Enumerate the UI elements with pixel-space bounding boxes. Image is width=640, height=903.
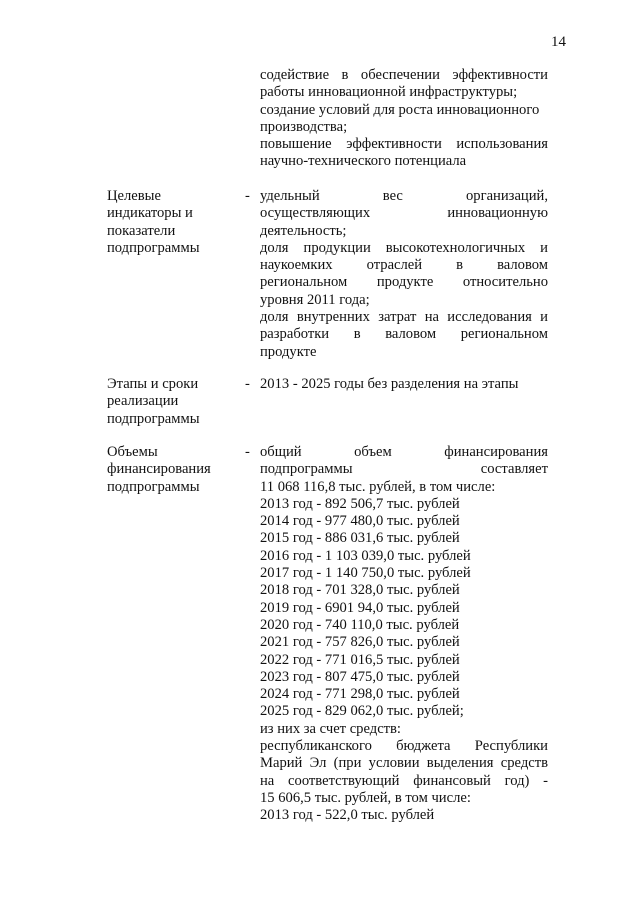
label-line: Объемы <box>107 444 158 460</box>
value-line: 2025 год - 829 062,0 тыс. рублей; <box>260 703 464 720</box>
value-line: республиканского бюджета Республики <box>260 738 548 755</box>
label-line: подпрограммы <box>107 239 200 256</box>
value-line: удельный вес организаций, <box>260 188 548 204</box>
section-label <box>107 188 237 257</box>
label-line: Этапы и сроки <box>107 376 199 392</box>
value-line: 2021 год - 757 826,0 тыс. рублей <box>260 634 460 651</box>
section-label <box>107 376 237 428</box>
value-line: 2018 год - 701 328,0 тыс. рублей <box>260 582 460 599</box>
value-line: из них за счет средств: <box>260 720 401 737</box>
section-dash: - <box>245 444 250 460</box>
value-line: 2024 год - 771 298,0 тыс. рублей <box>260 686 460 703</box>
intro-line: работы инновационной инфраструктуры; <box>260 84 518 101</box>
intro-line: производства; <box>260 118 348 135</box>
page-number: 14 <box>551 34 566 50</box>
section-value <box>260 188 548 361</box>
label-line: подпрограммы <box>107 478 200 495</box>
value-line: региональном продукте относительно <box>260 274 548 291</box>
value-line: Марий Эл (при условии выделения средств <box>260 755 548 772</box>
value-line: 2023 год - 807 475,0 тыс. рублей <box>260 668 460 685</box>
section-dash: - <box>245 188 250 204</box>
value-line: наукоемких отраслей в валовом <box>260 257 548 274</box>
value-line: 15 606,5 тыс. рублей, в том числе: <box>260 789 471 806</box>
value-line: на соответствующий финансовый год) - <box>260 772 548 789</box>
value-line: 2017 год - 1 140 750,0 тыс. рублей <box>260 565 471 582</box>
value-line: деятельность; <box>260 222 347 239</box>
value-line: подпрограммы составляет <box>260 461 548 478</box>
label-line: подпрограммы <box>107 410 200 427</box>
intro-line: научно-технического потенциала <box>260 153 467 170</box>
value-line: доля внутренних затрат на исследования и <box>260 309 548 326</box>
section-value <box>260 444 548 825</box>
value-line: доля продукции высокотехнологичных и <box>260 239 548 256</box>
section-label <box>107 444 237 496</box>
value-line: 2013 - 2025 годы без разделения на этапы <box>260 376 519 392</box>
intro-text <box>260 67 548 171</box>
section-value <box>260 376 548 393</box>
label-line: реализации <box>107 393 179 410</box>
intro-line: содействие в обеспечении эффективности <box>260 67 548 83</box>
value-line: 11 068 116,8 тыс. рублей, в том числе: <box>260 478 496 495</box>
value-line: осуществляющих инновационную <box>260 205 548 222</box>
section-dash: - <box>245 376 250 392</box>
value-line: общий объем финансирования <box>260 444 548 460</box>
intro-line: создание условий для роста инновационного <box>260 101 540 118</box>
label-line: Целевые <box>107 188 161 204</box>
value-line: 2013 год - 892 506,7 тыс. рублей <box>260 495 460 512</box>
label-line: индикаторы и <box>107 205 193 222</box>
value-line: 2015 год - 886 031,6 тыс. рублей <box>260 530 460 547</box>
label-line: финансирования <box>107 461 211 478</box>
value-line: продукте <box>260 343 317 360</box>
intro-line: повышение эффективности использования <box>260 136 548 153</box>
value-line: 2014 год - 977 480,0 тыс. рублей <box>260 513 460 530</box>
value-line: 2022 год - 771 016,5 тыс. рублей <box>260 651 460 668</box>
value-line: уровня 2011 года; <box>260 291 370 308</box>
value-line: 2019 год - 6901 94,0 тыс. рублей <box>260 599 460 616</box>
label-line: показатели <box>107 222 176 239</box>
value-line: 2020 год - 740 110,0 тыс. рублей <box>260 616 460 633</box>
value-line: разработки в валовом региональном <box>260 326 548 343</box>
value-line: 2016 год - 1 103 039,0 тыс. рублей <box>260 547 471 564</box>
value-line: 2013 год - 522,0 тыс. рублей <box>260 807 435 824</box>
